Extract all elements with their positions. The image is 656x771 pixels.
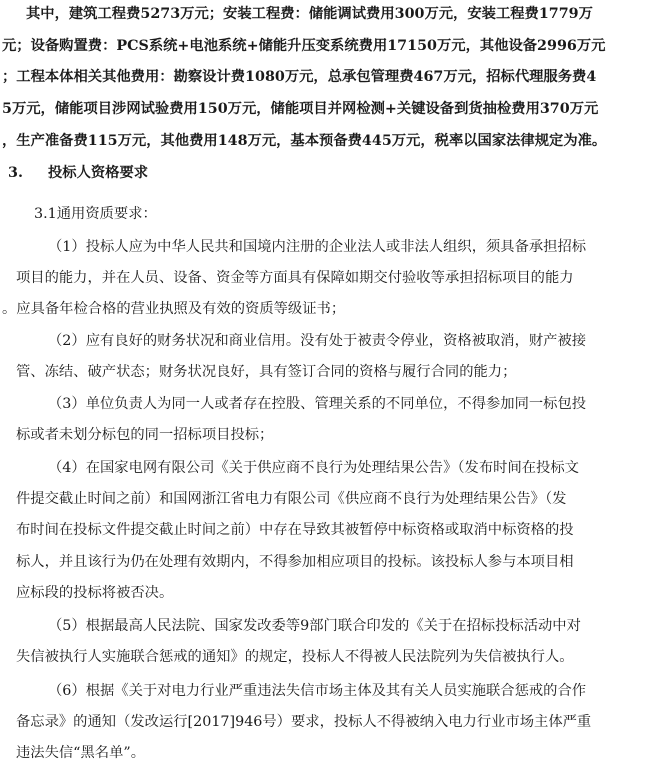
budget-line-4: 5万元，储能项目涉网试验费用150万元，储能项目并网检测+关键设备到货抽检费用370万元 [2, 101, 599, 117]
req-4-line-4: 标人，并且该行为仍在处理有效期内，不得参加相应项目的投标。该投标人参与本项目相 [16, 554, 574, 570]
budget-line-3: ；工程本体相关其他费用：勘察设计费1080万元，总承包管理费467万元，招标代理服务费4 [2, 69, 597, 85]
req-6-line-2: 备忘录》的通知（发改运行[2017]946号）要求，投标人不得被纳入电力行业市场主体严重 [16, 714, 592, 730]
req-4-line-1: （4）在国家电网有限公司《关于供应商不良行为处理结果公告》（发布时间在投标文 [48, 460, 579, 476]
req-4-line-5: 应标段的投标将被否决。 [16, 585, 174, 601]
req-5-line-2: 失信被执行人实施联合惩戒的通知》的规定，投标人不得被人民法院列为失信被执行人。 [16, 649, 574, 665]
budget-line-2: 元；设备购置费：PCS系统+电池系统+储能升压变系统费用17150万元，其他设备2996万元 [2, 38, 606, 54]
req-1-line-1: （1）投标人应为中华人民共和国境内注册的企业法人或非法人组织，须具备承担招标 [48, 239, 587, 255]
req-2-line-1: （2）应有良好的财务状况和商业信用。没有处于被责令停业，资格被取消，财产被接 [48, 333, 587, 349]
req-6-line-3: 违法失信“黑名单”。 [16, 745, 145, 761]
req-2-line-2: 管、冻结、破产状态；财务状况良好，具有签订合同的资格与履行合同的能力； [16, 364, 517, 380]
req-5-line-1: （5）根据最高人民法院、国家发改委等9部门联合印发的《关于在招标投标活动中对 [48, 618, 581, 634]
req-6-line-1: （6）根据《关于对电力行业严重违法失信市场主体及其有关人员实施联合惩戒的合作 [48, 683, 587, 699]
req-1-line-2: 项目的能力，并在人员、设备、资金等方面具有保障如期交付验收等承担招标项目的能力 [16, 270, 574, 286]
budget-line-1: 其中，建筑工程费5273万元；安装工程费：储能调试费用300万元，安装工程费1779万 [26, 6, 593, 22]
req-3-line-2: 标或者未划分标包的同一招标项目投标； [16, 427, 274, 443]
budget-line-5: ，生产准备费115万元，其他费用148万元，基本预备费445万元，税率以国家法律规定为准。 [2, 133, 607, 149]
section-number: 3. [8, 165, 23, 181]
req-4-line-3: 布时间在投标文件提交截止时间之前）中存在导致其被暂停中标资格或取消中标资格的投 [16, 522, 574, 538]
req-3-line-1: （3）单位负责人为同一人或者存在控股、管理关系的不同单位，不得参加同一标包投 [48, 396, 587, 412]
subsection-title: 3.1通用资质要求： [34, 206, 157, 222]
req-1-line-3: 。应具备年检合格的营业执照及有效的资质等级证书； [2, 301, 346, 317]
req-4-line-2: 件提交截止时间之前）和国网浙江省电力有限公司《供应商不良行为处理结果公告》（发 [16, 491, 567, 507]
section-title: 投标人资格要求 [48, 165, 149, 181]
